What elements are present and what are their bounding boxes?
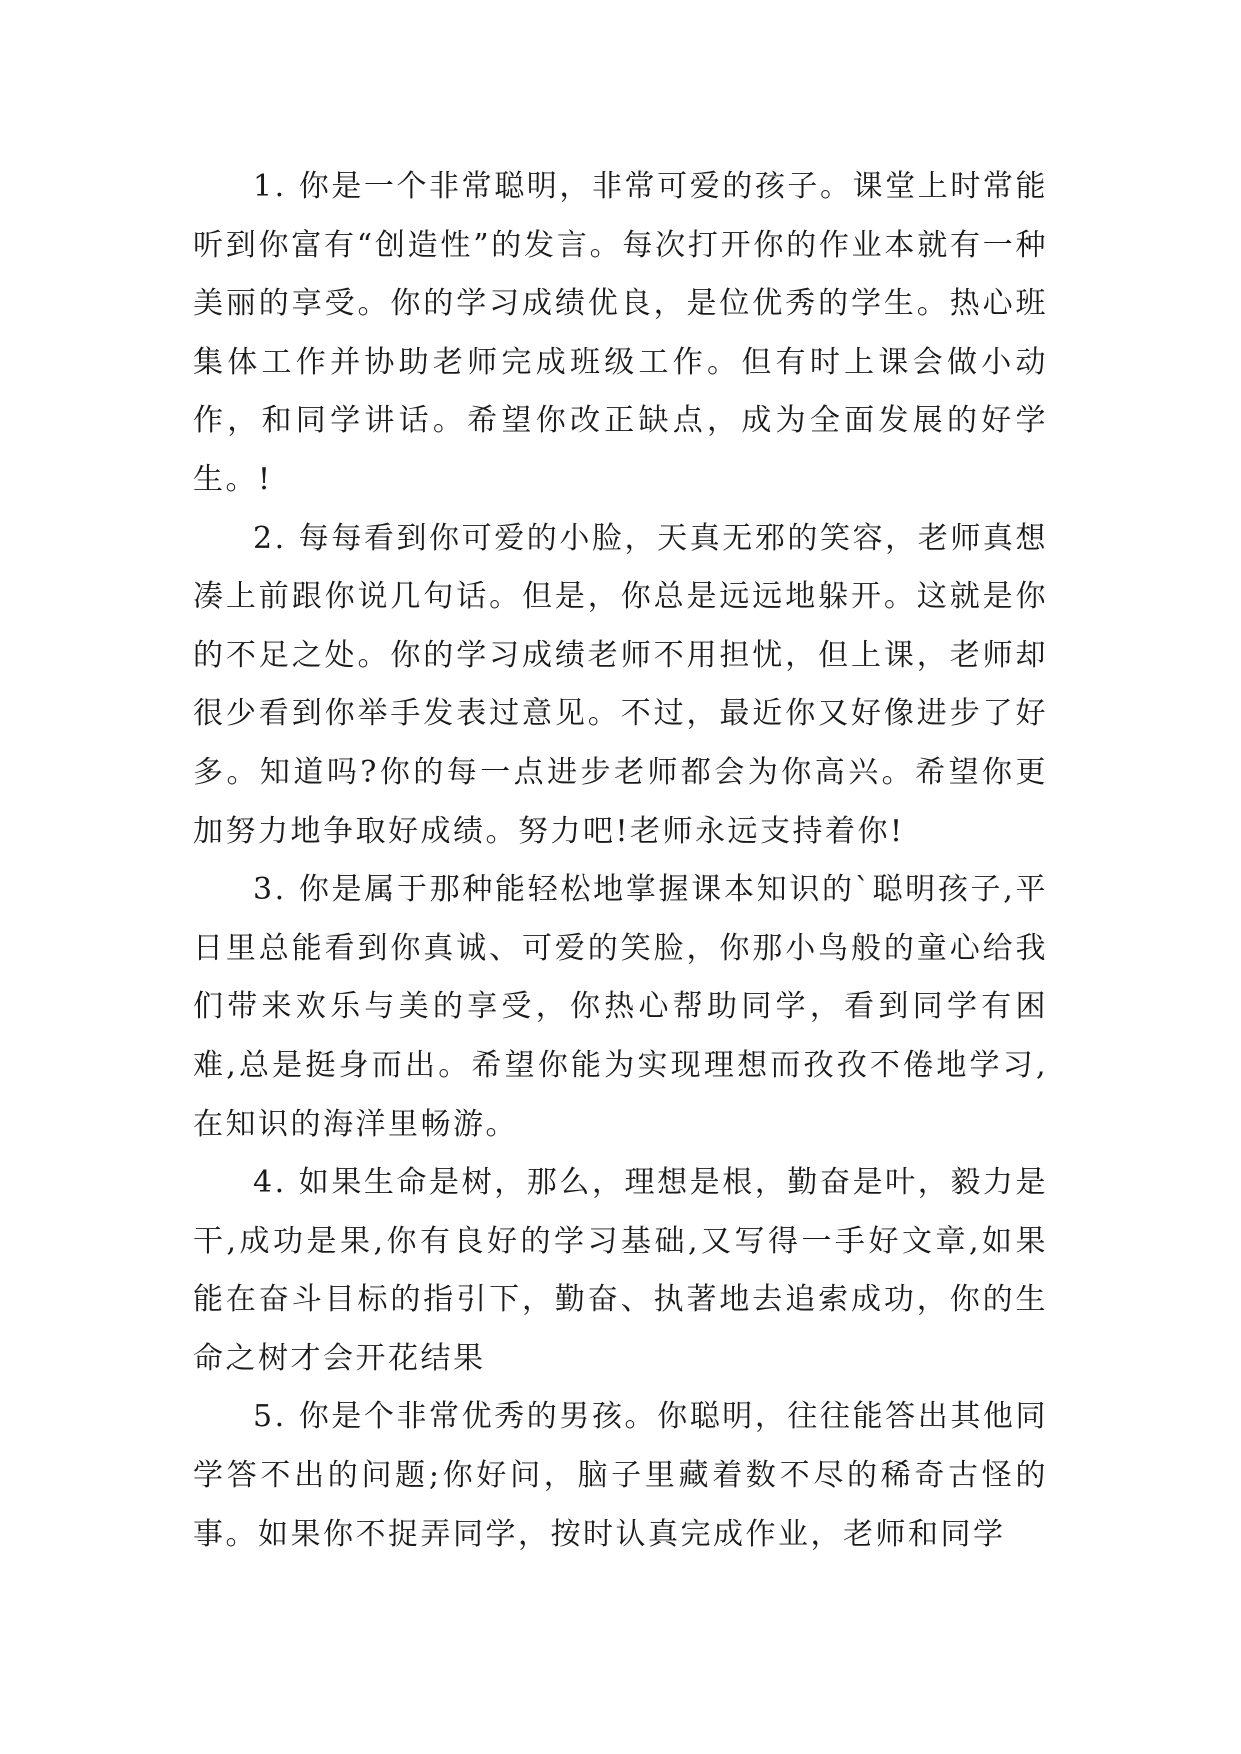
comment-paragraph-1: 1. 你是一个非常聪明，非常可爱的孩子。课堂上时常能听到你富有“创造性”的发言。每次打开你的作业本就有一种美丽的享受。你的学习成绩优良，是位优秀的学生。热心班集体工作并协助老师完成班级工作。但有时上课会做小动作，和同学讲话。希望你改正缺点，成为全面发展的好学生。! <box>193 169 1048 497</box>
comment-paragraph-3: 3. 你是属于那种能轻松地掌握课本知识的`聪明孩子,平日里总能看到你真诚、可爱的笑脸，你那小鸟般的童心给我们带来欢乐与美的享受，你热心帮助同学，看到同学有困难,总是挺身而出。希望你能为实现理想而孜孜不倦地学习,在知识的海洋里畅游。 <box>193 872 1048 1142</box>
comment-paragraph-4: 4. 如果生命是树，那么，理想是根，勤奋是叶，毅力是干,成功是果,你有良好的学习基础,又写得一手好文章,如果能在奋斗目标的指引下，勤奋、执著地去追索成功，你的生命之树才会开花结果 <box>193 1165 1048 1376</box>
comment-paragraph-2: 2. 每每看到你可爱的小脸，天真无邪的笑容，老师真想凑上前跟你说几句话。但是，你总是远远地躲开。这就是你的不足之处。你的学习成绩老师不用担忧，但上课，老师却很少看到你举手发表过意见。不过，最近你又好像进步了好多。知道吗?你的每一点进步老师都会为你高兴。希望你更加努力地争取好成绩。努力吧!老师永远支持着你! <box>193 520 1048 849</box>
comment-paragraph-5: 5. 你是个非常优秀的男孩。你聪明，往往能答出其他同学答不出的问题;你好问，脑子里藏着数不尽的稀奇古怪的事。如果你不捉弄同学，按时认真完成作业，老师和同学 <box>193 1399 1048 1552</box>
document-body <box>193 158 1048 1564</box>
